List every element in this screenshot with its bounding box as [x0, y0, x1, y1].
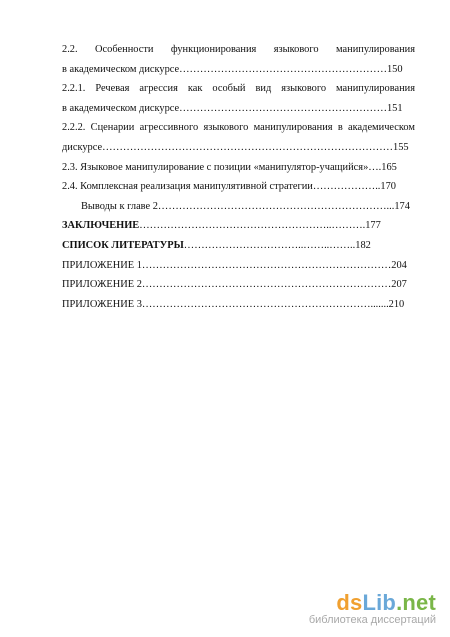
toc-entry-2-2-2-line-2: дискурсе…………………………………………………………………………155: [62, 141, 409, 153]
toc-entry-references-title: СПИСОК ЛИТЕРАТУРЫ: [62, 239, 184, 251]
toc-entry-references-leader: ……………………………..……..……..182: [183, 239, 371, 251]
toc-entry-conclusion: [62, 216, 415, 236]
toc-entry-2-2-1-line-1: 2.2.1. Речевая агрессия как особый вид языкового манипулирования: [62, 83, 415, 95]
toc-entry-chapter-2-conclusions: Выводы к главе 2…………………………………………………………...174: [81, 200, 410, 212]
table-of-contents: [62, 40, 415, 314]
toc-entry-2-2-2-line-1: 2.2.2. Сценарии агрессивного языкового манипулирования в академическом: [62, 122, 415, 134]
toc-entry-2-2-line-2: в академическом дискурсе……………………………………………………150: [62, 63, 403, 75]
toc-entry-2-2-line-1: 2.2. Особенности функционирования языкового манипулирования: [62, 44, 415, 55]
dslib-logo: dsLib.net: [336, 590, 436, 615]
toc-entry-references: [62, 236, 415, 256]
dslib-subtitle: библиотека диссертаций: [308, 614, 436, 626]
toc-entry-conclusion-leader: ………………………………………………..……….177: [139, 220, 381, 232]
toc-entry-2-4: 2.4. Комплексная реализация манипулятивной стратегии………………..170: [62, 181, 396, 193]
toc-entry-2-2-1-line-2: в академическом дискурсе……………………………………………………151: [62, 102, 403, 114]
toc-entry-2-3: 2.3. Языковое манипулирование с позиции «манипулятор-учащийся»….165: [62, 161, 397, 173]
toc-entry-appendix-1: ПРИЛОЖЕНИЕ 1………………………………………………………………204: [62, 259, 407, 271]
toc-entry-appendix-3: ПРИЛОЖЕНИЕ 3………………………………………………………….......210: [62, 298, 405, 310]
dslib-watermark: [309, 592, 436, 627]
toc-entry-appendix-2: ПРИЛОЖЕНИЕ 2………………………………………………………………207: [62, 279, 407, 291]
toc-entry-conclusion-title: ЗАКЛЮЧЕНИЕ: [62, 220, 140, 232]
